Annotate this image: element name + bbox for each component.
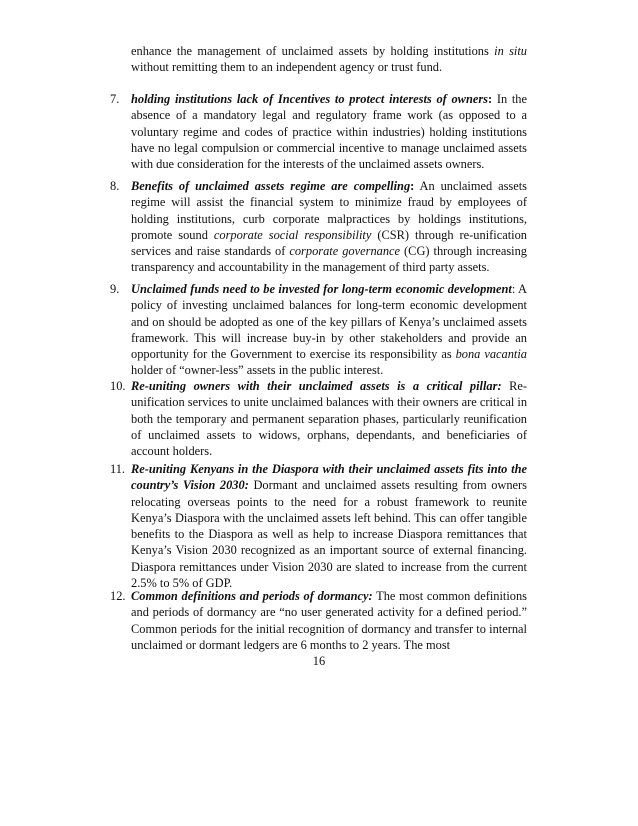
item-9-number: 9. bbox=[110, 282, 120, 296]
item-11-number: 11. bbox=[110, 462, 126, 476]
item-8-body-b: (CSR) through re-unification services and raise standards of bbox=[131, 227, 527, 259]
item-8-body-c: (CG) through increasing transparency and accountability in the management of third party assets. bbox=[131, 244, 528, 275]
item-10-body: Re-unification services to unite unclaimed balances with their owners are critical in both the temporary and permanent separation phases, particularly reunification of unclaimed assets to widows, orphans, dependants, and beneficiaries of account holders. bbox=[131, 379, 528, 459]
item-12-body: The most common definitions and periods of dormancy are “no user generated activity for a defined period.” Common periods for the initial recognition of dormancy and transfer to internal unclaimed or dormant ledgers are 6 months to 2 years. The most bbox=[131, 589, 528, 652]
item-12-paragraph bbox=[131, 588, 527, 653]
item-8-heading-colon: : bbox=[410, 179, 415, 193]
intro-text-a: enhance the management of unclaimed assets by holding institutions bbox=[131, 44, 495, 58]
item-11-paragraph bbox=[131, 461, 527, 591]
item-7-heading: holding institutions lack of Incentives to protect interests of owners bbox=[131, 92, 488, 106]
item-7-heading-colon: : bbox=[487, 92, 493, 106]
item-11-body: Dormant and unclaimed assets resulting from owners relocating overseas points to the need for a robust framework to reunite Kenya’s Diaspora with the unclaimed assets left behind. This can offer tangible benefits to the Diaspora as well as help to increase Diaspora remittances that Kenya’s Vision 2030 recognized as an important source of external financing. Diaspora remittances under Vision 2030 are slated to increase from the current 2.5% to 5% of GDP. bbox=[131, 478, 528, 591]
item-10-paragraph bbox=[131, 378, 527, 459]
item-8-italic-b: corporate governance bbox=[289, 244, 401, 259]
intro-text-b: without remitting them to an independent agency or trust fund. bbox=[131, 60, 443, 75]
item-8-heading: Benefits of unclaimed assets regime are compelling bbox=[131, 179, 411, 193]
item-7-paragraph bbox=[131, 91, 527, 172]
item-12-heading: Common definitions and periods of dormancy: bbox=[131, 589, 373, 603]
item-11-heading: Re-uniting Kenyans in the Diaspora with their unclaimed assets fits into the country’s Vision 2030: bbox=[131, 462, 527, 493]
item-7-body: In the absence of a mandatory legal and regulatory frame work (as opposed to a voluntary regime and codes of practice within industries) holding institutions have no legal compulsion or commercial incentive to manage unclaimed assets with due consideration for the interests of the unclaimed assets owners. bbox=[131, 92, 527, 172]
item-8-number: 8. bbox=[110, 179, 120, 193]
intro-italic: in situ bbox=[494, 44, 527, 58]
item-12-number: 12. bbox=[110, 589, 126, 603]
item-9-italic-a: bona vacantia bbox=[455, 347, 527, 362]
intro-paragraph bbox=[131, 43, 527, 76]
item-9-body-a: A policy of investing unclaimed balances for long-term economic development and on should be adopted as one of the key pillars of Kenya’s unclaimed assets framework. This will increase buy-in by other stakeholders and provide an opportunity for the Government to exercise its responsibility as bbox=[131, 282, 527, 362]
item-8-paragraph bbox=[131, 178, 527, 276]
item-7-number: 7. bbox=[110, 92, 120, 106]
page-number: 16 bbox=[312, 654, 326, 668]
item-8-body-a: An unclaimed assets regime will assist the financial system to minimize fraud by employees of holding institutions, curb corporate malpractices by holdings institutions, promote sound bbox=[131, 179, 527, 242]
item-9-heading-colon: : bbox=[511, 282, 516, 296]
item-10-number: 10. bbox=[110, 379, 126, 393]
item-8-italic-a: corporate social responsibility bbox=[213, 227, 372, 242]
item-10-heading: Re-uniting owners with their unclaimed assets is a critical pillar: bbox=[131, 379, 502, 393]
item-9-heading: Unclaimed funds need to be invested for long-term economic development bbox=[131, 282, 512, 296]
item-9-paragraph bbox=[131, 281, 527, 379]
item-9-body-b: holder of “owner-less” assets in the public interest. bbox=[131, 363, 384, 378]
